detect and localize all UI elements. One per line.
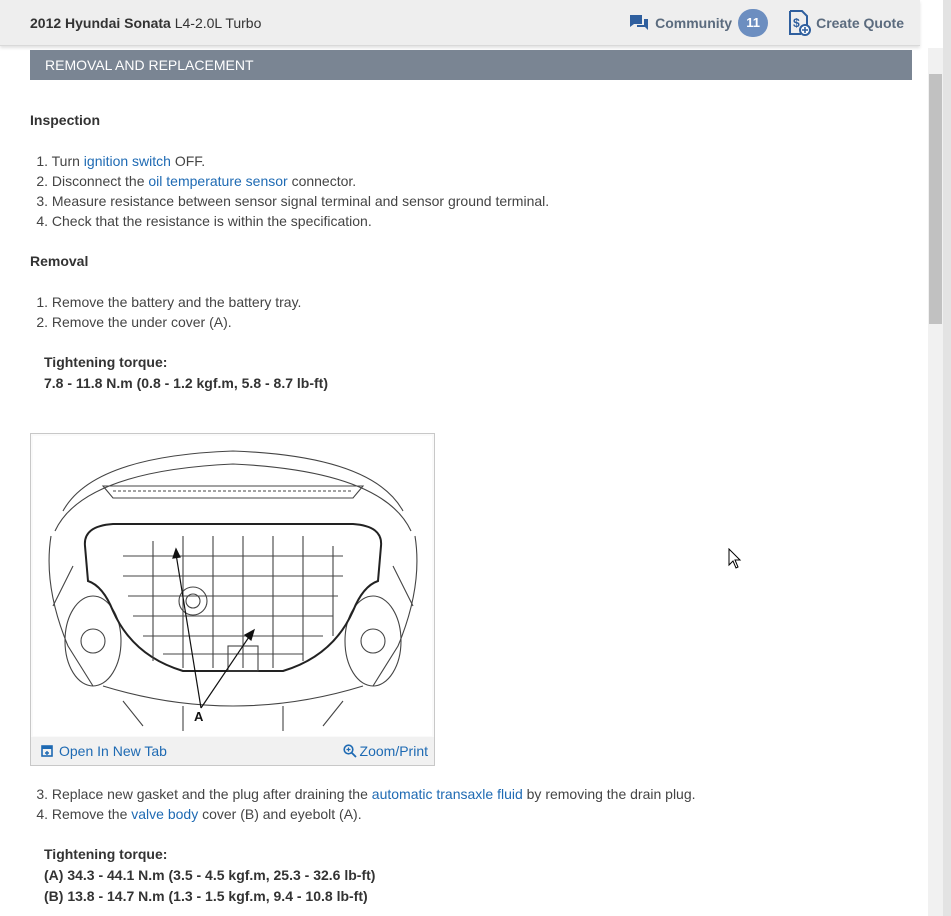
chat-icon: [629, 14, 649, 32]
inspection-heading: Inspection: [30, 112, 101, 128]
community-label: Community: [655, 14, 733, 31]
ignition-switch-link[interactable]: ignition switch: [83, 153, 171, 169]
valve-body-link[interactable]: valve body: [131, 806, 199, 822]
list-item: 2. Disconnect the oil temperature sensor connector.: [36, 173, 357, 189]
callout-label-a: A: [194, 709, 204, 724]
removal-heading: Removal: [30, 253, 89, 269]
torque-label: Tightening torque:: [44, 354, 168, 370]
torque-value-a: (A) 34.3 - 44.1 N.m (3.5 - 4.5 kgf.m, 25.3 - 32.6 lb-ft): [44, 867, 376, 883]
list-item: 4. Check that the resistance is within the specification.: [36, 213, 372, 229]
torque-spec-2: [44, 844, 375, 907]
svg-text:$: $: [793, 15, 800, 30]
removal-steps-continued: [30, 784, 696, 824]
inspection-steps: [30, 151, 549, 231]
mouse-cursor-icon: [728, 548, 742, 570]
create-quote-button[interactable]: [788, 10, 904, 36]
vertical-scrollbar[interactable]: [928, 48, 943, 916]
list-item: 2. Remove the under cover (A).: [36, 314, 232, 330]
zoom-print-label: Zoom/Print: [359, 743, 428, 759]
list-item: 4. Remove the valve body cover (B) and eyebolt (A).: [36, 806, 362, 822]
scrollbar-thumb[interactable]: [929, 74, 942, 324]
torque-value: 7.8 - 11.8 N.m (0.8 - 1.2 kgf.m, 5.8 - 8.7 lb-ft): [44, 375, 328, 391]
quote-document-icon: [788, 10, 812, 36]
vehicle-engine: L4-2.0L Turbo: [174, 14, 262, 31]
zoom-icon: [343, 744, 357, 758]
automatic-transaxle-fluid-link[interactable]: automatic transaxle fluid: [371, 786, 523, 802]
list-item: 3. Measure resistance between sensor signal terminal and sensor ground terminal.: [36, 193, 550, 209]
section-title: REMOVAL AND REPLACEMENT: [30, 50, 912, 80]
window-edge: [943, 0, 951, 916]
torque-value-b: (B) 13.8 - 14.7 N.m (1.3 - 1.5 kgf.m, 9.4 - 10.8 lb-ft): [44, 888, 368, 904]
open-in-new-tab-label: Open In New Tab: [59, 743, 167, 759]
list-item: 1. Remove the battery and the battery tray.: [36, 294, 302, 310]
removal-steps: [30, 292, 301, 332]
vehicle-make: 2012 Hyundai Sonata: [30, 14, 171, 31]
under-cover-figure: [30, 433, 435, 766]
top-bar: [0, 0, 920, 46]
torque-label: Tightening torque:: [44, 846, 168, 862]
create-quote-label: Create Quote: [816, 14, 904, 31]
under-cover-diagram[interactable]: [33, 436, 432, 736]
vehicle-underside-diagram: [33, 436, 432, 736]
new-tab-icon: [41, 745, 53, 757]
oil-temperature-sensor-link[interactable]: oil temperature sensor: [148, 173, 288, 189]
list-item: 1. Turn ignition switch OFF.: [36, 153, 206, 169]
figure-toolbar: [31, 737, 434, 765]
vehicle-title: [30, 15, 261, 31]
open-in-new-tab-link[interactable]: [41, 743, 167, 759]
community-button[interactable]: [629, 9, 768, 37]
torque-spec-1: [44, 352, 328, 394]
list-item: 3. Replace new gasket and the plug after draining the automatic transaxle fluid by removing the drain plug.: [36, 786, 696, 802]
community-count-badge: 11: [738, 9, 768, 37]
zoom-print-link[interactable]: [343, 743, 428, 759]
